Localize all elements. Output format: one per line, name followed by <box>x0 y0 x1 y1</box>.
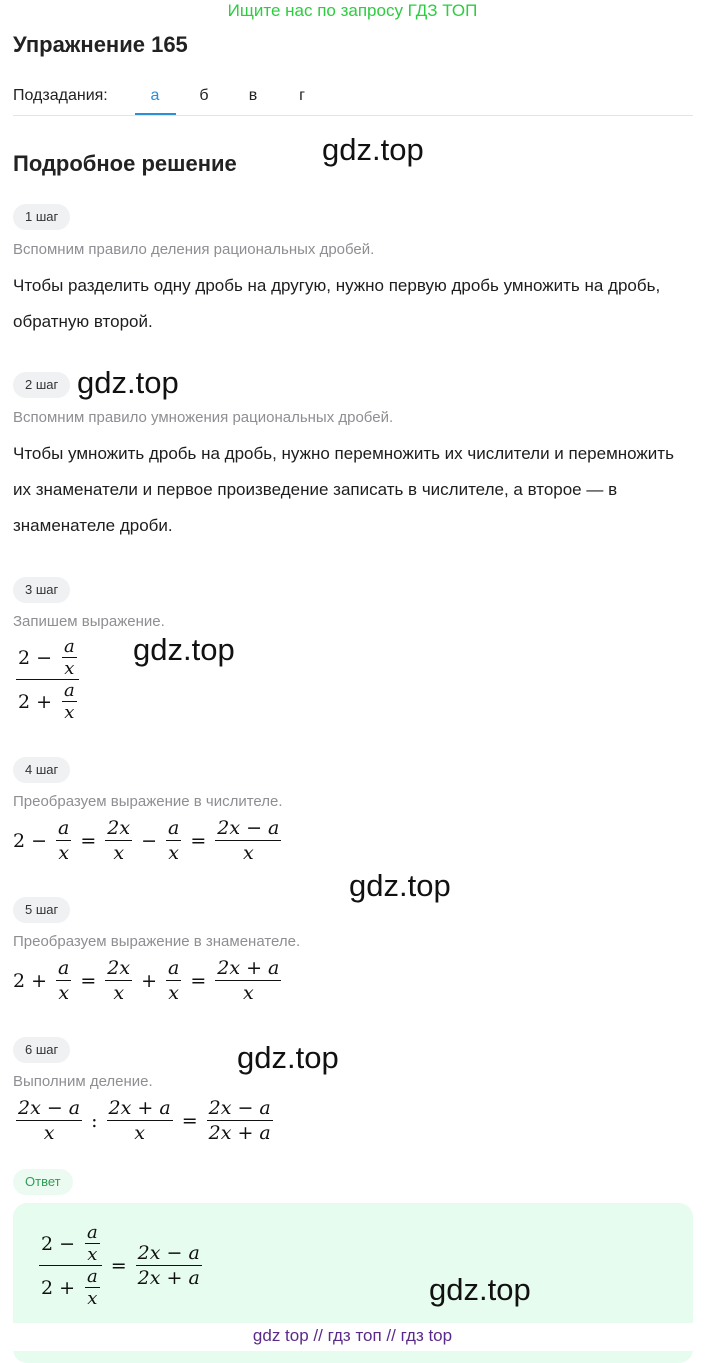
tab-g[interactable]: г <box>299 87 305 104</box>
subtasks-label: Подзадания: <box>13 87 108 104</box>
active-tab-indicator <box>135 113 176 115</box>
expression-step-5: 2 + $\frac{a}{x}$ = $\frac{2x}{x}$ + $\frac{a}{x}$ = $\frac{2x + a}{x}$ <box>13 957 280 1004</box>
search-banner: Ищите нас по запросу ГДЗ ТОП <box>227 1 478 20</box>
step-hint: Запишем выражение. <box>13 613 165 630</box>
step-hint: Преобразуем выражение в знаменателе. <box>13 933 301 950</box>
expression-step-3: 2 − $\frac{a}{x}$ 2 + $\frac{a}{x}$ <box>13 636 82 723</box>
section-title: Подробное решение <box>13 151 237 176</box>
footer-links[interactable]: gdz top // гдз топ // гдз top <box>0 1323 705 1351</box>
step-hint: Выполним деление. <box>13 1073 153 1090</box>
step-text: Чтобы умножить дробь на дробь, нужно перемножить их числители и перемножить их знаменатели и первое произведение записать в числителе, а второе — в знаменателе дроби. <box>13 444 674 535</box>
step-badge: 5 шаг <box>13 897 70 923</box>
expression-step-4: 2 − $\frac{a}{x}$ = $\frac{2x}{x}$ − $\frac{a}{x}$ = $\frac{2x - a}{x}$ <box>13 817 280 864</box>
answer-badge: Ответ <box>13 1169 73 1195</box>
watermark: gdz.top <box>133 632 235 667</box>
watermark: gdz.top <box>322 132 424 167</box>
step-text: Чтобы разделить одну дробь на другую, нужно первую дробь умножить на дробь, обратную второй. <box>13 276 661 331</box>
answer-expression: 2 − $\frac{a}{x}$ 2 + $\frac{a}{x}$ = $\frac{2x - a}{2x + a}$ <box>41 1222 200 1309</box>
watermark: gdz.top <box>349 868 451 903</box>
step-badge: 4 шаг <box>13 757 70 783</box>
step-badge: 1 шаг <box>13 204 70 230</box>
watermark: gdz.top <box>429 1272 531 1307</box>
watermark: gdz.top <box>237 1040 339 1075</box>
step-badge: 6 шаг <box>13 1037 70 1063</box>
step-badge: 3 шаг <box>13 577 70 603</box>
step-hint: Вспомним правило деления рациональных дробей. <box>13 241 375 258</box>
expression-step-6: $\frac{2x - a}{x}$ : $\frac{2x + a}{x}$ = $\frac{2x - a}{2x + a}$ <box>18 1097 271 1144</box>
step-hint: Преобразуем выражение в числителе. <box>13 793 283 810</box>
step-hint: Вспомним правило умножения рациональных дробей. <box>13 409 394 426</box>
watermark: gdz.top <box>77 365 179 400</box>
tab-a[interactable]: а <box>150 87 160 104</box>
tab-b[interactable]: б <box>199 87 209 104</box>
tab-v[interactable]: в <box>248 87 258 104</box>
tabs-divider <box>13 115 693 116</box>
step-badge: 2 шаг <box>13 372 70 398</box>
page-title: Упражнение 165 <box>13 32 188 57</box>
